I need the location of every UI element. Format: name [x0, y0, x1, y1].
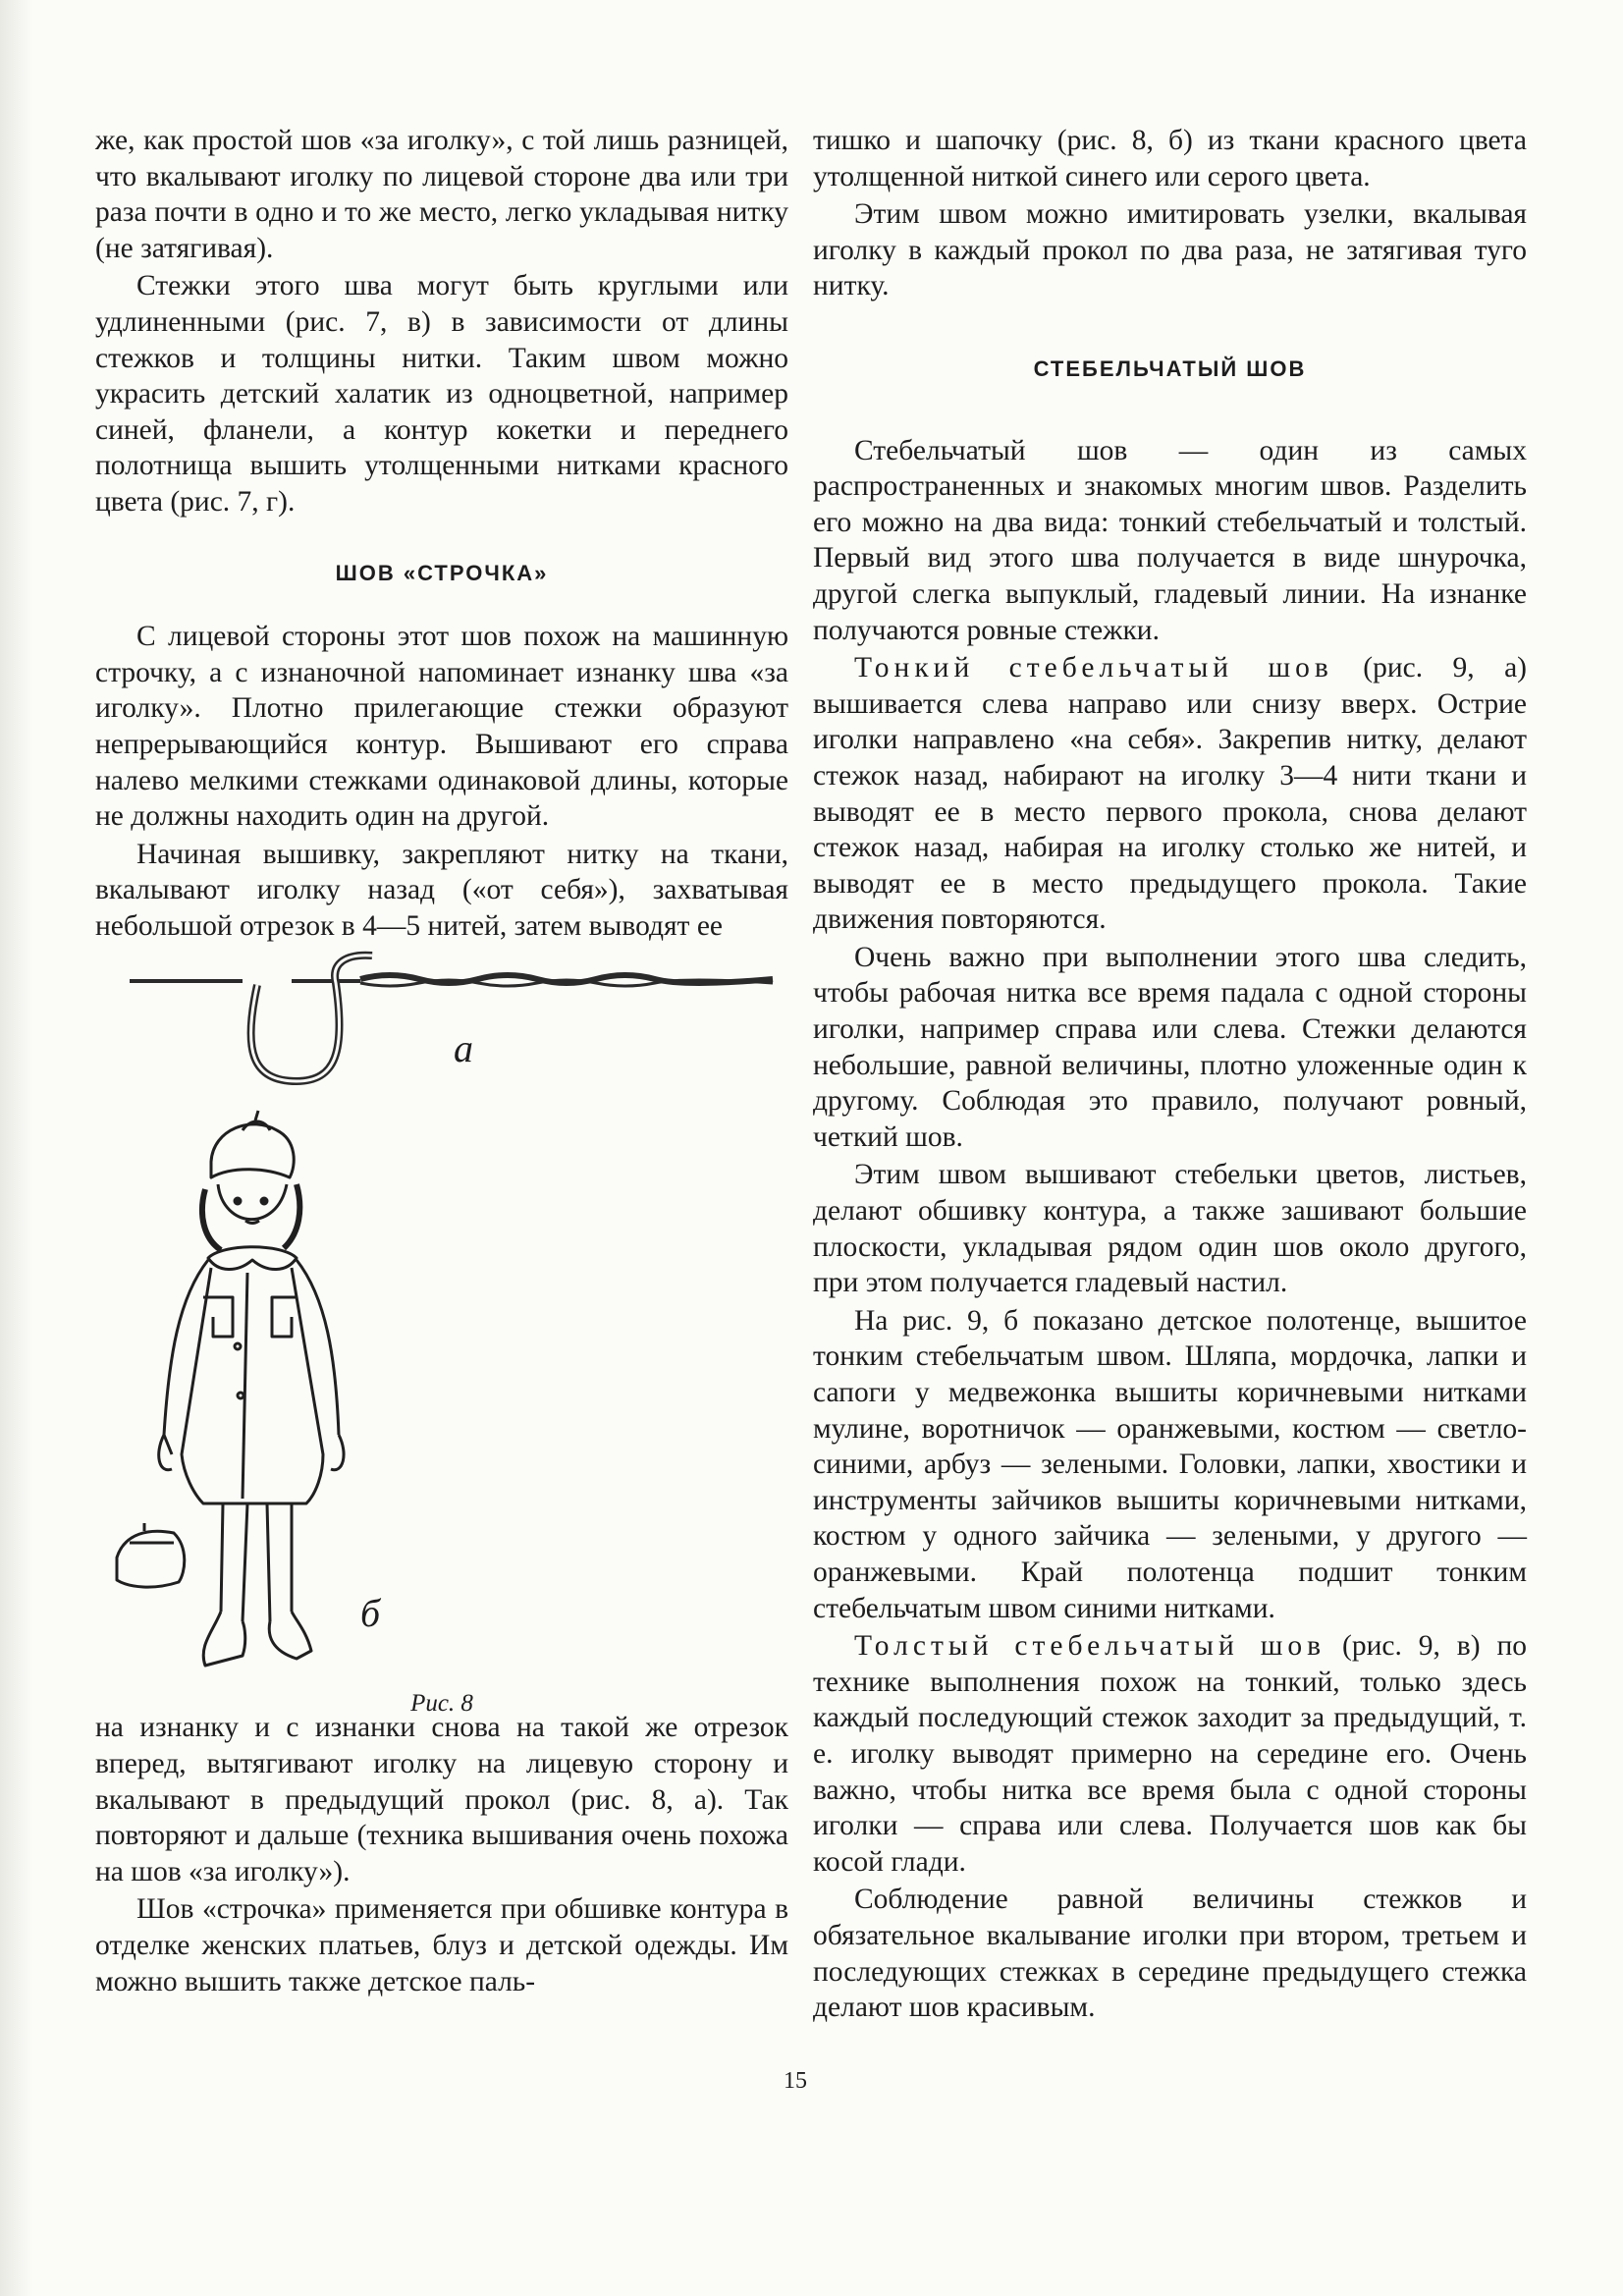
- figure-8: [95, 944, 788, 1718]
- paragraph: Этим швом можно имитировать узелки, вкалывая иголку в каждый прокол по два раза, не затягивая туго нитку.: [813, 198, 1527, 302]
- paragraph: Начиная вышивку, закрепляют нитку на ткани, вкалывают иголку назад («от себя»), захватывая небольшой отрезок в 4—5 нитей, затем выводят ее: [95, 838, 788, 942]
- spaced-term: Тонкий стебельчатый шов: [854, 652, 1333, 684]
- scan-edge: [0, 0, 33, 2296]
- section-heading: СТЕБЕЛЬЧАТЫЙ ШОВ: [1033, 355, 1307, 381]
- stitch-diagram: [130, 956, 773, 1081]
- figure-caption: Рис. 8: [410, 1690, 473, 1718]
- paragraph: [813, 1628, 1527, 1880]
- paragraph: же, как простой шов «за иголку», с той лишь разницей, что вкалывают иголку по лицевой стороне два или три раза почти в одно и то же место, легко укладывая нитку (не затягивая).: [95, 125, 788, 264]
- figure-label-a: а: [454, 1026, 473, 1071]
- paragraph: на изнанку и с изнанки снова на такой же отрезок вперед, вытягивают иголку на лицевую сторону и вкалывают в предыдущий прокол (рис. 8, а). Так повторяют и дальше (техника вышивания очень похожа на шов «за иголку»).: [95, 1712, 788, 1887]
- page-number: 15: [784, 2068, 807, 2094]
- paragraph: С лицевой стороны этот шов похож на машинную строчку, а с изнаночной напоминает изнанку шва «за иголку». Плотно прилегающие стежки образуют непрерывающийся контур. Вышивают его справа налево мелкими стежками одинаковой длины, которые не должны находить один на другой.: [95, 621, 788, 833]
- paragraph: тишко и шапочку (рис. 8, б) из ткани красного цвета утолщенной ниткой синего или серого цвета.: [813, 125, 1527, 192]
- figure-label-b: б: [360, 1591, 381, 1636]
- paragraph: Стебельчатый шов — один из самых распространенных и знакомых многим швов. Разделить его можно на два вида: тонкий стебельчатый и толстый. Первый вид этого шва получается в виде шнурочка, другой слегка выпуклый, гладевый линии. На изнанке получаются ровные стежки.: [813, 434, 1527, 646]
- paragraph: На рис. 9, б показано детское полотенце, вышитое тонким стебельчатым швом. Шляпа, мордочка, лапки и сапоги у медвежонка вышиты коричневыми нитками мулине, воротничок — оранжевыми, костюм — светло-синими, арбуз — зелеными. Головки, лапки, хвостики и инструменты зайчиков вышиты коричневыми нитками, костюм у одного зайчика — зелеными, у другого — оранжевыми. Край полотенца подшит тонким стебельчатым швом синими нитками.: [813, 1304, 1527, 1624]
- left-column: [95, 123, 788, 1999]
- paragraph-text: (рис. 9, в) по технике выполнения похож на тонкий, только здесь каждый последующий стежок заходит за предыдущий, т. е. иголку выводят примерно на середине его. Очень важно, чтобы нитка все время была с одной стороны иголки — справа или слева. Получается шов как бы косой глади.: [813, 1630, 1527, 1878]
- paragraph: Шов «строчка» применяется при обшивке контура в отделке женских платьев, блуз и детской одежды. Им можно вышить также детское паль-: [95, 1893, 788, 1997]
- paragraph: Стежки этого шва могут быть круглыми или удлиненными (рис. 7, в) в зависимости от длины стежков и толщины нитки. Таким швом можно украсить детский халатик из одноцветной, например синей, фланели, а контур кокетки и переднего полотнища вышить утолщенными нитками красного цвета (рис. 7, г).: [95, 270, 788, 518]
- child-coat-drawing: [117, 1111, 344, 1666]
- paragraph: Очень важно при выполнении этого шва следить, чтобы рабочая нитка все время падала с одной стороны иголки, например справа или слева. Стежки делаются небольшие, равной величины, плотно уложенные один к другому. Соблюдая это правило, получают ровный, четкий шов.: [813, 941, 1527, 1153]
- paragraph: Этим швом вышивают стебельки цветов, листьев, делают обшивку контура, а также зашивают большие плоскости, укладывая рядом один шов около другого, при этом получается гладевый настил.: [813, 1159, 1527, 1299]
- paragraph: [813, 650, 1527, 938]
- right-column: [813, 123, 1527, 2026]
- paragraph-text: (рис. 9, а) вышивается слева направо или снизу вверх. Острие иголки направлено «на себя». Закрепив нитку, делают стежок назад, набирают на иголку 3—4 нити ткани и выводят ее в место первого прокола, снова делают стежок назад, набирая на иголку столько же нитей, и выводят ее в место предыдущего прокола. Такие движения повторяются.: [813, 652, 1528, 936]
- spaced-term: Толстый стебельчатый шов: [854, 1630, 1326, 1663]
- figure-8-illustration: [95, 944, 788, 1710]
- section-heading: ШОВ «СТРОЧКА»: [335, 560, 549, 585]
- paragraph: Соблюдение равной величины стежков и обязательное вкалывание иголки при втором, третьем и последующих стежках в середине предыдущего стежка делают шов красивым.: [813, 1884, 1527, 2024]
